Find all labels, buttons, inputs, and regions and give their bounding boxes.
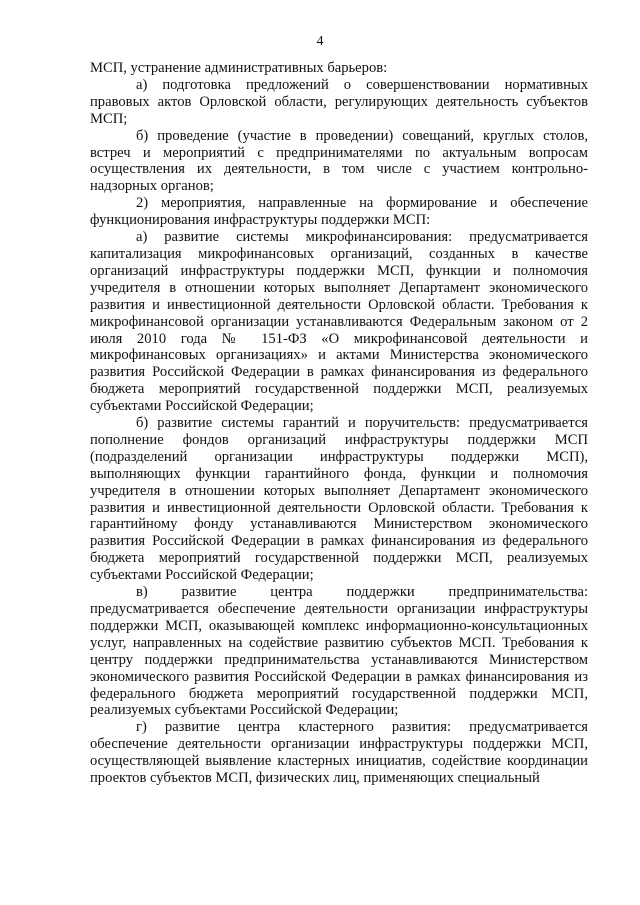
paragraph-continuation: МСП, устранение административных барьеров:	[90, 60, 388, 76]
document-body	[90, 60, 588, 787]
page-number: 4	[316, 34, 324, 49]
paragraph-1a: а) подготовка предложений о совершенствовании нормативных правовых актов Орловской области, регулирующих деятельность субъектов МСП;	[90, 76, 588, 127]
paragraph-2: 2) мероприятия, направленные на формирование и обеспечение функционирования инфраструктуры поддержки МСП:	[90, 195, 588, 229]
paragraph-2b: б) развитие системы гарантий и поручительств: предусматривается пополнение фондов организаций инфраструктуры поддержки МСП (подразделений организации инфраструктуры поддержки МСП), выполняющих функции гарантийного фонда, функции и полномочия учредителя в отношении которых выполняет Департамент экономического развития и инвестиционной деятельности Орловской области. Требования к гарантийному фонду устанавливаются Министерством экономического развития Российской Федерации в рамках финансирования из федерального бюджета мероприятий государственной поддержки МСП, реализуемых субъектами Российской Федерации;	[90, 415, 588, 584]
paragraph-2a: а) развитие системы микрофинансирования: предусматривается капитализация микрофинансовых организаций, созданных в качестве организаций инфраструктуры поддержки МСП, функции и полномочия учредителя в отношении которых выполняет Департамент экономического развития и инвестиционной деятельности Орловской области. Требования к микрофинансовой организации устанавливаются Федеральным законом от 2 июля 2010 года № 151-ФЗ «О микрофинансовой деятельности и микрофинансовых организациях» и актами Министерства экономического развития Российской Федерации в рамках финансирования из федерального бюджета мероприятий государственной поддержки МСП, реализуемых субъектами Российской Федерации;	[90, 229, 588, 415]
paragraph-2v: в) развитие центра поддержки предпринимательства: предусматривается обеспечение деятельности организации инфраструктуры поддержки МСП, оказывающей комплекс информационно-консультационных услуг, направленных на содействие развитию субъектов МСП. Требования к центру поддержки предпринимательства устанавливаются Министерством экономического развития Российской Федерации в рамках финансирования из федерального бюджета мероприятий государственной поддержки МСП, реализуемых субъектами Российской Федерации;	[90, 584, 588, 719]
paragraph-1b: б) проведение (участие в проведении) совещаний, круглых столов, встреч и мероприятий с предпринимателями по актуальным вопросам осуществления их деятельности, в том числе с участием контрольно-надзорных органов;	[90, 127, 588, 195]
paragraph-2g: г) развитие центра кластерного развития: предусматривается обеспечение деятельности организации инфраструктуры поддержки МСП, осуществляющей выявление кластерных инициатив, содействие координации проектов субъектов МСП, физических лиц, применяющих специальный	[90, 719, 588, 787]
